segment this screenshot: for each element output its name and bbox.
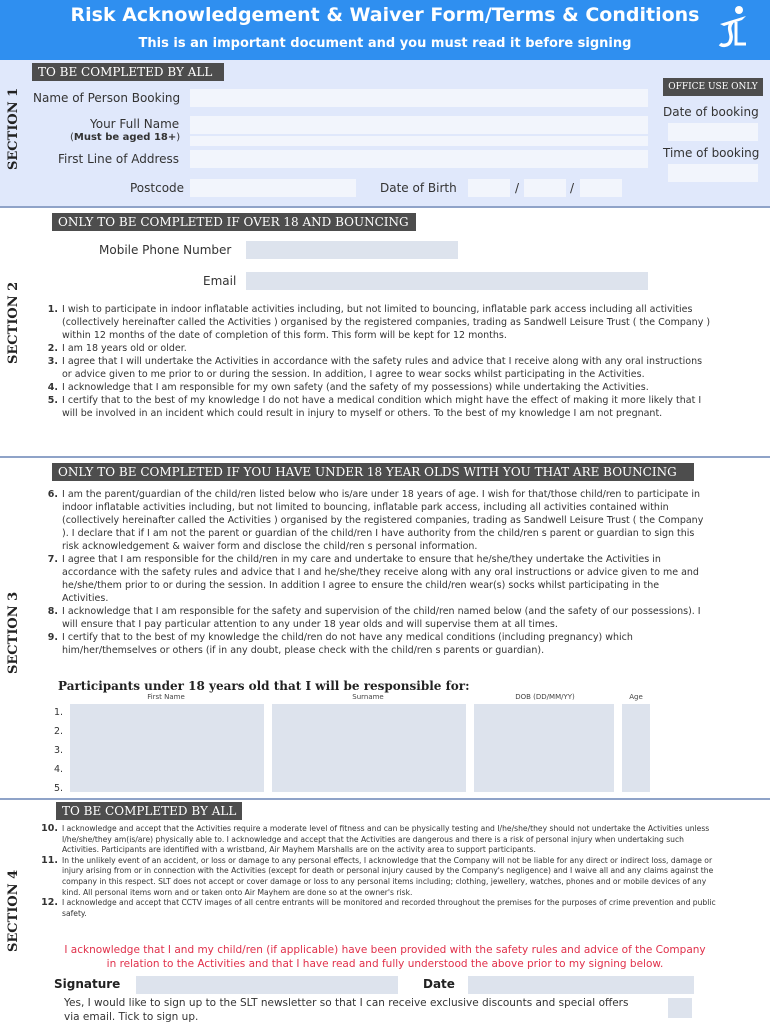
name-booking-label: Name of Person Booking (33, 91, 181, 105)
col-age: Age (629, 693, 643, 701)
date-booking-label: Date of booking (663, 105, 759, 119)
slt-logo-icon (712, 4, 752, 52)
newsletter-text: Yes, I would like to sign up to the SLT newsletter so that I can receive exclusive discounts and special offers via email. Tick to sign up. (64, 997, 629, 1023)
signature-label: Signature (54, 977, 121, 991)
form-title: Risk Acknowledgement & Waiver Form/Terms & Conditions (70, 4, 700, 26)
row-3: 3. (54, 745, 64, 756)
section-3-label: SECTION 3 (6, 591, 21, 674)
row-1: 1. (54, 707, 64, 718)
age-column[interactable] (622, 704, 650, 792)
section-4 (0, 800, 770, 1024)
section-1-bar: TO BE COMPLETED BY ALL (32, 63, 224, 81)
term-1: 1. I wish to participate in indoor inflatable activities including, but not limited to bouncing, inflatable park access including all activities (collectively hereinafter called the Activities ) organised by the registered companies, trading as Sandwell Leisure Trust ( the Company ) within 12 months of the date of completion of this form. This form will be kept for 12 months. (47, 304, 711, 341)
email-field[interactable] (246, 272, 648, 290)
term-3: 3. I agree that I will undertake the Activities in accordance with the safety rules and advice that I receive along with any oral instructions or advice given to me prior to or during the session. In addition, I agree to wear socks whilst participating in the Activities. (47, 356, 703, 380)
participants-title: Participants under 18 years old that I will be responsible for: (58, 679, 470, 693)
section-4-terms (41, 823, 722, 919)
dob-column[interactable] (474, 704, 614, 792)
section-4-label: SECTION 4 (6, 869, 21, 952)
section-1-label: SECTION 1 (6, 87, 21, 170)
section-2-label: SECTION 2 (6, 281, 21, 364)
term-12: 12. I acknowledge and accept that CCTV images of all centre entrants will be monitored and recorded throughout the premises for the purposes of crime prevention and public safety. (41, 897, 716, 918)
signature-field[interactable] (136, 976, 398, 994)
mobile-field[interactable] (246, 241, 458, 259)
term-5: 5. I certify that to the best of my knowledge I do not have a medical condition which might have the effect of making it more likely that I will be involved in an incident which could result in injury to myself or others. To the best of my knowledge I am not pregnant. (47, 395, 702, 419)
term-11: 11. In the unlikely event of an accident, or loss or damage to any personal effects, I acknowledge that the Company will not be liable for any direct or indirect loss, damage or injury arising from or in connection with the Activities (except for death or personal injury caused by the Company's negligence) and I waive all and any claims against the company in this respect. SLT does not accept or cover damage or loss to any personal items including; clothing, jewellery, watches, phones and or mobile devices of any kind. All personal items worn and or taken onto Air Mayhem are done so at the owner's risk. (41, 854, 714, 897)
form-subtitle: This is an important document and you must read it before signing (138, 36, 632, 51)
address-field[interactable] (190, 150, 648, 168)
newsletter-checkbox[interactable] (668, 998, 692, 1018)
postcode-field[interactable] (190, 179, 356, 197)
dob-label: Date of Birth (380, 181, 457, 195)
section-2-bar: ONLY TO BE COMPLETED IF OVER 18 AND BOUNCING (52, 213, 416, 231)
term-10: 10. I acknowledge and accept that the Activities require a moderate level of fitness and can be physically testing and I/he/she/they should not undertake the Activities unless I/he/she/they am(is/are) physically able to. I acknowledge and accept that the Activities are dangerous and there is a risk of personal injury when undertaking such Activities. Participants are identified with a wristband, Air Mayhem Marshalls are on the activity area to support participants. (41, 823, 710, 855)
date-booking-field[interactable] (668, 123, 758, 141)
office-use-bar: OFFICE USE ONLY (663, 78, 763, 96)
col-surname: Surname (352, 693, 384, 701)
section-3 (0, 458, 770, 800)
time-booking-label: Time of booking (663, 146, 760, 160)
section-3-terms (47, 488, 707, 657)
surname-column[interactable] (272, 704, 466, 792)
term-8: 8. I acknowledge that I am responsible for the safety and supervision of the child/ren named below (and the safety of our possessions). I will ensure that I pay particular attention to any under 18 year olds and will supervise them at all times. (47, 606, 701, 630)
first-name-column[interactable] (70, 704, 264, 792)
col-first-name: First Name (147, 693, 185, 701)
full-name-label: Your Full Name (90, 117, 180, 131)
email-label: Email (203, 274, 237, 288)
col-dob: DOB (DD/MM/YY) (515, 693, 575, 701)
address-label: First Line of Address (58, 152, 180, 166)
date-label: Date (423, 977, 455, 991)
section-1 (0, 60, 770, 208)
dob-slash-2: / (570, 181, 575, 195)
time-booking-field[interactable] (668, 164, 758, 182)
term-4: 4. I acknowledge that I am responsible for my own safety (and the safety of my possessions) while undertaking the Activities. (47, 382, 649, 393)
mobile-label: Mobile Phone Number (99, 243, 232, 257)
section-3-bar: ONLY TO BE COMPLETED IF YOU HAVE UNDER 18 YEAR OLDS WITH YOU THAT ARE BOUNCING (52, 463, 694, 481)
date-field[interactable] (468, 976, 694, 994)
dob-day-field[interactable] (468, 179, 510, 197)
term-7: 7. I agree that I am responsible for the child/ren in my care and undertake to ensure that he/she/they undertake the Activities in accordance with the safety rules and advice that I and he/she/they receive along with any oral instructions or advice given to me and he/she/them prior to or during the session. In addition I agree to ensure the child/ren wear(s) socks whilst participating in the Activities. (47, 554, 699, 604)
postcode-label: Postcode (130, 181, 185, 195)
term-9: 9. I certify that to the best of my knowledge the child/ren do not have any medical conditions (including pregnancy) which him/her/themselves or others (if in any doubt, please check with the child/ren s parents or guardian). (47, 632, 633, 656)
dob-month-field[interactable] (524, 179, 566, 197)
row-2: 2. (54, 726, 64, 737)
section-2 (0, 208, 770, 458)
term-2: 2. I am 18 years old or older. (47, 343, 187, 354)
term-6: 6. I am the parent/guardian of the child/ren listed below who is/are under 18 years of age. I wish for that/those child/ren to participate in indoor inflatable activities including, but not limited to bouncing, inflatable park access, including all activities contained within (collectively hereinafter called the Activities ) organised by the registered companies, trading as Sandwell Leisure Trust ( the Company ). I declare that if I am not the parent or guardian of the child/ren I have authority from the child/ren s parent or guardian to sign this risk acknowledgement & waiver form and disclose the child/ren s personal information. (47, 489, 704, 552)
section-4-bar: TO BE COMPLETED BY ALL (56, 802, 242, 820)
age-note: (Must be aged 18+) (70, 132, 181, 143)
name-booking-field[interactable] (190, 89, 648, 107)
section-2-terms (47, 303, 712, 420)
full-name-field-2[interactable] (190, 136, 648, 146)
declaration-line-2: in relation to the Activities and that I have read and fully understood the above prior to my signing below. (106, 958, 664, 970)
dob-year-field[interactable] (580, 179, 622, 197)
dob-slash-1: / (515, 181, 520, 195)
row-5: 5. (54, 783, 64, 794)
form-header (0, 0, 770, 60)
row-4: 4. (54, 764, 64, 775)
declaration-line-1: I acknowledge that I and my child/ren (if applicable) have been provided with the safety rules and advice of the Company (64, 944, 706, 956)
full-name-field[interactable] (190, 116, 648, 134)
